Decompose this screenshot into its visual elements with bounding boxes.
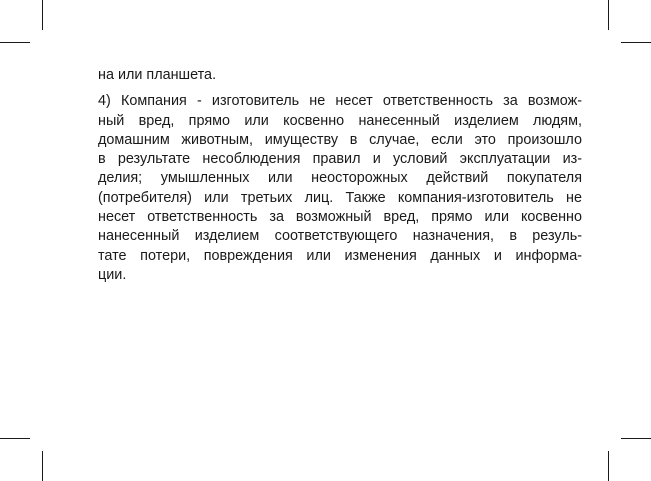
liability-paragraph <box>98 92 582 285</box>
paragraph-line: нанесенный изделием соответствующего назначения, в резуль- <box>98 228 582 245</box>
paragraph-line: несет ответственность за возможный вред, прямо или косвенно <box>98 209 582 226</box>
paragraph-line: 4) Компания - изготовитель не несет ответственность за возмож- <box>98 93 582 110</box>
continuation-line: на или планшета. <box>98 67 217 83</box>
crop-mark-top-right-vertical <box>608 0 609 30</box>
paragraph-line-last: ции. <box>98 266 127 283</box>
crop-mark-top-left-vertical <box>42 0 43 30</box>
paragraph-line: делия; умышленных или неосторожных действий покупателя <box>98 170 582 187</box>
paragraph-line: (потребителя) или третьих лиц. Также компания-изготовитель не <box>98 189 582 206</box>
paragraph-gap <box>98 85 582 92</box>
paragraph-line: домашним животным, имуществу в случае, если это произошло <box>98 131 582 148</box>
paragraph-line: тате потери, повреждения или изменения данных и информа- <box>98 247 582 264</box>
crop-mark-bottom-right-horizontal <box>621 438 651 439</box>
paragraph-line: в результате несоблюдения правил и условий эксплуатации из- <box>98 151 582 168</box>
page-text <box>98 66 582 285</box>
crop-mark-top-left-horizontal <box>0 42 30 43</box>
crop-mark-top-right-horizontal <box>621 42 651 43</box>
crop-mark-bottom-left-horizontal <box>0 438 30 439</box>
crop-mark-bottom-left-vertical <box>42 451 43 481</box>
crop-mark-bottom-right-vertical <box>608 451 609 481</box>
paragraph-line: ный вред, прямо или косвенно нанесенный изделием людям, <box>98 112 582 129</box>
